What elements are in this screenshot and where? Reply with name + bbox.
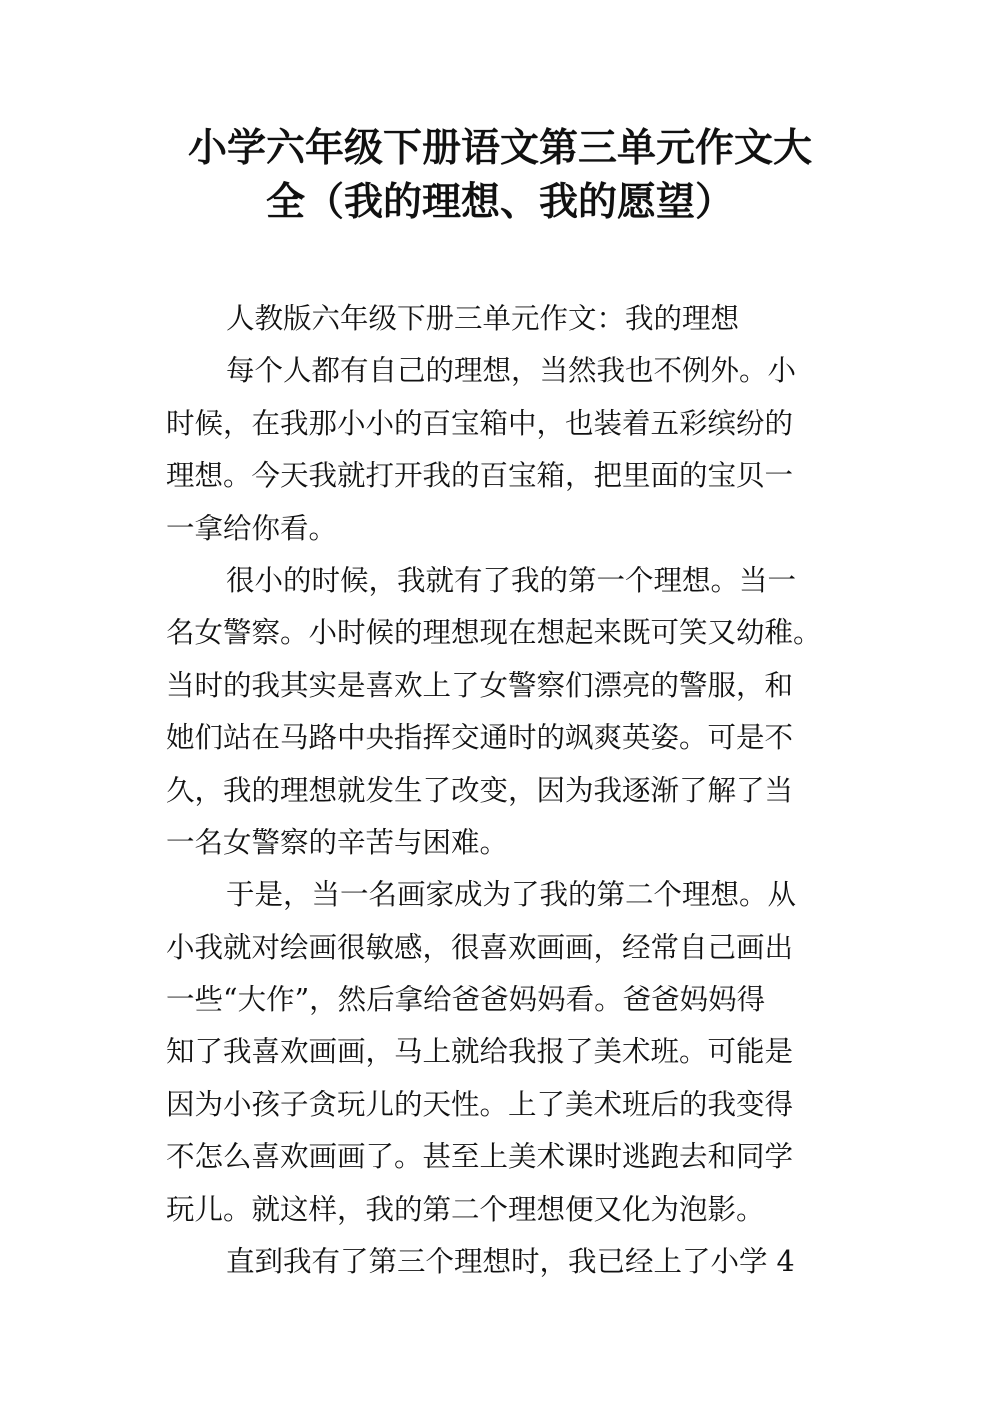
title-line-1: 小学六年级下册语文第三单元作文大 (187, 126, 812, 171)
document-title (150, 122, 850, 230)
body-line: 名女警察。小时候的理想现在想起来既可笑又幼稚。 (166, 616, 822, 650)
body-line: 一些“大作”，然后拿给爸爸妈妈看。爸爸妈妈得 (166, 983, 766, 1017)
body-line: 久，我的理想就发生了改变，因为我逐渐了解了当 (166, 773, 794, 807)
body-line: 每个人都有自己的理想，当然我也不例外。小 (226, 354, 797, 388)
body-line: 不怎么喜欢画画了。甚至上美术课时逃跑去和同学 (166, 1140, 794, 1174)
body-line: 理想。今天我就打开我的百宝箱，把里面的宝贝一 (166, 459, 794, 493)
body-line: 于是，当一名画家成为了我的第二个理想。从 (226, 878, 797, 912)
body-line: 她们站在马路中央指挥交通时的飒爽英姿。可是不 (166, 721, 794, 755)
body-line: 一拿给你看。 (166, 511, 338, 545)
body-line: 因为小孩子贪玩儿的天性。上了美术班后的我变得 (166, 1087, 794, 1121)
body-line: 人教版六年级下册三单元作文：我的理想 (226, 302, 740, 335)
body-line: 玩儿。就这样，我的第二个理想便又化为泡影。 (166, 1192, 765, 1226)
document-body (166, 293, 838, 1288)
body-line: 当时的我其实是喜欢上了女警察们漂亮的警服，和 (166, 668, 794, 702)
body-line: 知了我喜欢画画，马上就给我报了美术班。可能是 (166, 1035, 794, 1069)
title-line-2: 全（我的理想、我的愿望） (265, 180, 734, 225)
body-line: 一名女警察的辛苦与困难。 (166, 825, 509, 859)
body-line: 时候，在我那小小的百宝箱中，也装着五彩缤纷的 (166, 406, 794, 440)
body-line: 直到我有了第三个理想时，我已经上了小学 4 (226, 1245, 795, 1279)
body-line: 很小的时候，我就有了我的第一个理想。当一 (226, 563, 797, 597)
body-line: 小我就对绘画很敏感，很喜欢画画，经常自己画出 (166, 930, 794, 964)
